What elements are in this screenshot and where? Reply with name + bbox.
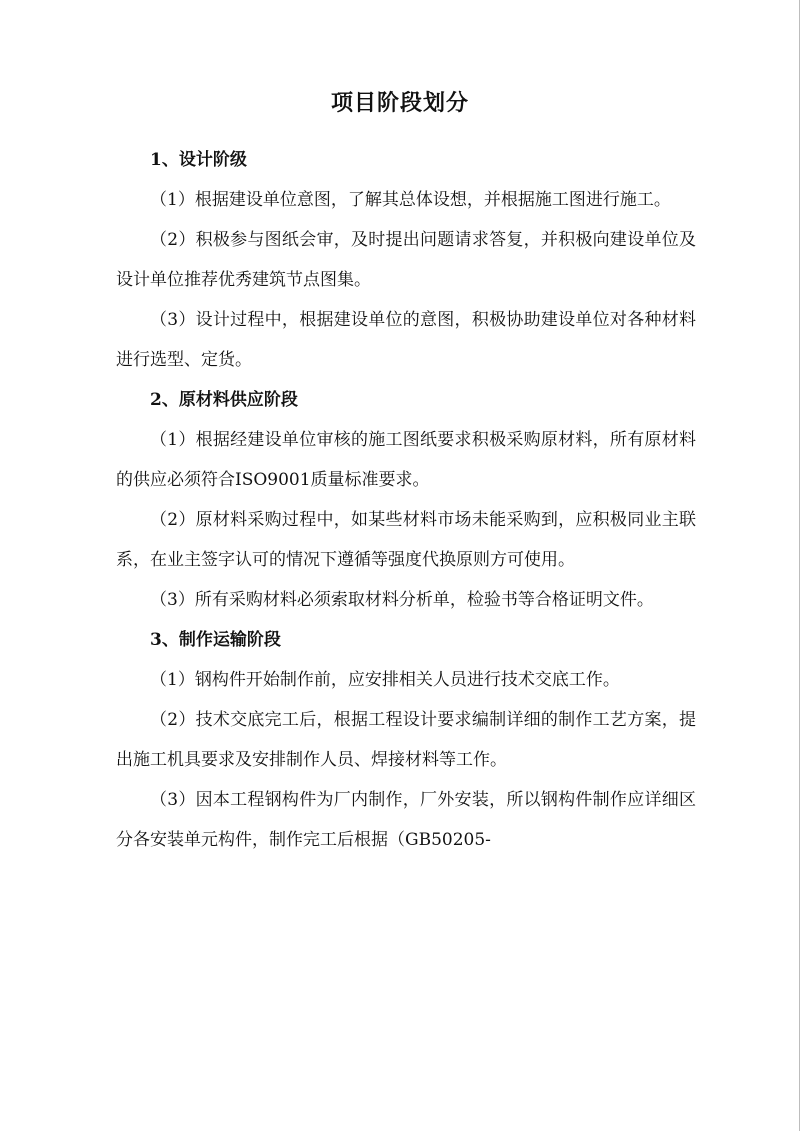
paragraph: （1）根据建设单位意图，了解其总体设想，并根据施工图进行施工。 [150,190,671,210]
paragraph: （1）根据经建设单位审核的施工图纸要求积极采购原材料，所有原材料的供应必须符合ISO9001质量标准要求。 [116,430,696,490]
document-body [116,140,696,860]
paragraph: （3）因本工程钢构件为厂内制作，厂外安装，所以钢构件制作应详细区分各安装单元构件，制作完工后根据（GB50205- [116,790,696,850]
paragraph: （3）设计过程中，根据建设单位的意图，积极协助建设单位对各种材料进行选型、定货。 [116,310,696,370]
paragraph: （1）钢构件开始制作前，应安排相关人员进行技术交底工作。 [150,670,620,690]
paragraph: （2）积极参与图纸会审，及时提出问题请求答复，并积极向建设单位及设计单位推荐优秀建筑节点图集。 [116,230,696,290]
paragraph: （3）所有采购材料必须索取材料分析单，检验书等合格证明文件。 [150,590,654,610]
section-heading-materials: 2、原材料供应阶段 [150,390,298,410]
section-heading-design: 1、设计阶级 [150,150,247,170]
section-heading-fabrication: 3、制作运输阶段 [150,630,281,650]
paragraph: （2）技术交底完工后，根据工程设计要求编制详细的制作工艺方案，提出施工机具要求及安排制作人员、焊接材料等工作。 [116,710,696,770]
page-title: 项目阶段划分 [330,90,469,116]
paragraph: （2）原材料采购过程中，如某些材料市场未能采购到，应积极同业主联系，在业主签字认可的情况下遵循等强度代换原则方可使用。 [116,510,696,570]
